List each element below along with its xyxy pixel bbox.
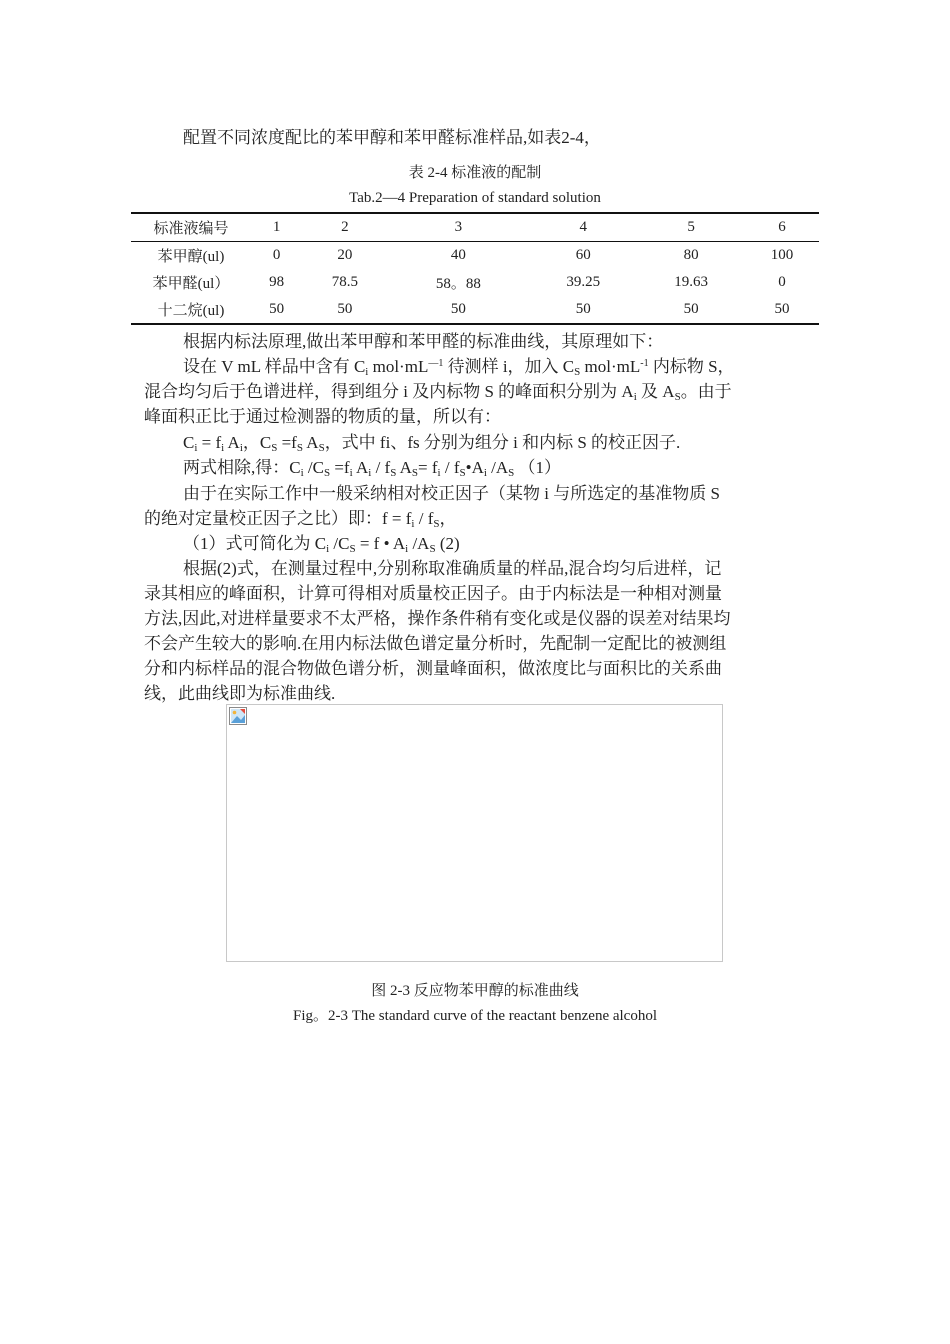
method-paragraph-line: 分和内标样品的混合物做色谱分析，测量峰面积，做浓度比与面积比的关系曲 xyxy=(144,659,722,678)
table-cell: 苯甲醛(ul） xyxy=(152,276,230,292)
header-cell: 6 xyxy=(745,213,819,242)
header-cell: 5 xyxy=(637,213,745,242)
header-cell: 4 xyxy=(529,213,637,242)
header-cell: 1 xyxy=(251,213,302,242)
definition-line-2: 混合均匀后于色谱进样，得到组分 i 及内标物 S 的峰面积分别为 $A_i$ 及 $A_S$。由于 xyxy=(144,382,732,403)
table-cell: 100 xyxy=(770,247,794,263)
equation-1: 两式相除,得：$C_i$ $/C_S =f_i$ $A_i / f_S$ $A_S= f_i$ / $f_S•A_i$ $/A_S$ （1） xyxy=(183,458,562,479)
table-cell: 39.25 xyxy=(566,274,601,290)
figure-caption-cn: 图 2-3 反应物苯甲醇的标准曲线 xyxy=(371,983,579,999)
table-cell: 苯甲醇(ul) xyxy=(157,249,225,265)
header-cell: 3 xyxy=(388,213,530,242)
table-cell: 0 xyxy=(272,247,281,263)
standard-solution-table xyxy=(131,212,819,325)
table-cell: 0 xyxy=(778,274,786,290)
broken-image-icon xyxy=(229,707,247,725)
figure-caption-en: Fig。2-3 The standard curve of the reactant benzene alcohol xyxy=(292,1008,657,1024)
method-paragraph-line: 线，此曲线即为标准曲线. xyxy=(144,684,336,703)
intro-paragraph: 配置不同浓度配比的苯甲醇和苯甲醛标准样品,如表2-4， xyxy=(183,128,601,147)
table-row xyxy=(131,242,819,270)
table-cell: 50 xyxy=(337,301,353,317)
table-cell: 80 xyxy=(683,247,699,263)
table-cell: 50 xyxy=(269,301,285,317)
relative-factor-line-1: 由于在实际工作中一般采纳相对校正因子（某物 i 与所选定的基准物质 S xyxy=(183,484,720,503)
method-paragraph-line: 录其相应的峰面积，计算可得相对质量校正因子。由于内标法是一种相对测量 xyxy=(144,584,722,603)
table-cell: 78.5 xyxy=(331,274,359,290)
table-cell: 50 xyxy=(683,301,699,317)
table-cell: 50 xyxy=(450,301,466,317)
table-cell: 98 xyxy=(269,274,285,290)
definition-line-1: 设在 V mL 样品中含有 $C_i$ $mol\cdot mL^{—1}$ 待测样 i，加入 $C_S$ $mol\cdot mL^{-1}$ 内标物 S， xyxy=(183,357,735,378)
header-cell: 标准液编号 xyxy=(131,213,251,242)
table-caption-en: Tab.2—4 Preparation of standard solution xyxy=(349,190,601,206)
table-cell: 19.63 xyxy=(674,274,708,290)
method-paragraph-line: 不会产生较大的影响.在用内标法做色谱定量分析时，先配制一定配比的被测组 xyxy=(144,634,727,653)
table-row xyxy=(131,269,819,296)
equation-2: （1）式可简化为 $C_i$ $/C_S = f$ • $A_i$ $/A_S$ (2) xyxy=(183,534,460,555)
definition-line-3: 峰面积正比于通过检测器的物质的量，所以有： xyxy=(144,407,501,426)
table-cell: 40 xyxy=(450,247,466,263)
equation-line: $C_i = f_i$ $A_i$，$C_S =f_S$ $A_S$，式中 fi、fs 分别为组分 i 和内标 S 的校正因子. xyxy=(183,433,681,454)
table-cell: 58。88 xyxy=(435,276,481,292)
relative-factor-line-2: 的绝对定量校正因子之比）即：$f = f_i / f_S$， xyxy=(144,509,457,530)
table-caption-cn: 表 2-4 标准液的配制 xyxy=(408,165,542,181)
figure-image-placeholder xyxy=(226,704,723,962)
table-cell: 50 xyxy=(575,301,591,317)
method-paragraph-line: 方法,因此,对进样量要求不太严格，操作条件稍有变化或是仪器的误差对结果均 xyxy=(144,609,731,628)
header-cell: 2 xyxy=(302,213,387,242)
table-cell: 十二烷(ul) xyxy=(157,303,225,319)
table-cell: 50 xyxy=(774,301,790,317)
table-row xyxy=(131,296,819,324)
table-cell: 20 xyxy=(337,247,353,263)
table-cell: 60 xyxy=(575,247,591,263)
principle-intro: 根据内标法原理,做出苯甲醇和苯甲醛的标准曲线，其原理如下： xyxy=(183,332,664,351)
table-header-row xyxy=(131,213,819,242)
method-paragraph-line: 根据(2)式，在测量过程中,分别称取准确质量的样品,混合均匀后进样，记 xyxy=(183,559,722,578)
